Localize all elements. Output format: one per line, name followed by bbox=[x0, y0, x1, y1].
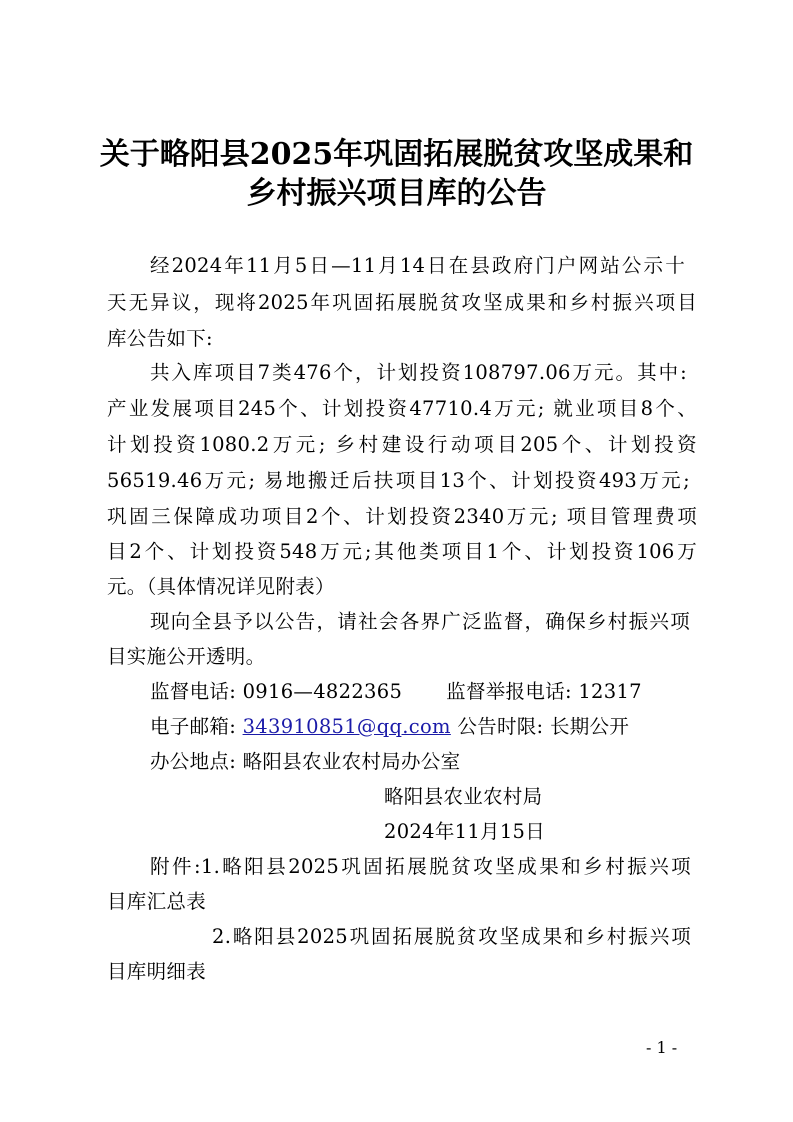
email-label: 电子邮箱: bbox=[150, 715, 237, 738]
email-link[interactable]: 343910851@qq.com bbox=[242, 715, 451, 738]
attachments-label: 附件: bbox=[150, 855, 201, 878]
email-row bbox=[150, 710, 670, 744]
page-number: - 1 - bbox=[646, 1038, 678, 1057]
paragraph-2-line-4: 56519.46万元; 易地搬迁后扶项目13个、计划投资493万元; bbox=[107, 469, 690, 492]
paragraph-2-line-6: 目2个、计划投资548万元;其他类项目1个、计划投资106万 bbox=[107, 540, 697, 563]
paragraph-1-line-1: 经2024年11月5日—11月14日在县政府门户网站公示十 bbox=[150, 254, 685, 277]
paragraph-2-line-7: 元。（具体情况详见附表） bbox=[107, 575, 335, 598]
attachment-1-title: 1.略阳县2025巩固拓展脱贫攻坚成果和乡村振兴项 bbox=[200, 855, 691, 878]
supervision-phone-row bbox=[150, 675, 670, 709]
document-title-line-2: 乡村振兴项目库的公告 bbox=[246, 176, 547, 211]
paragraph-3-line-2: 目实施公开透明。 bbox=[107, 645, 266, 668]
paragraph-2-line-5: 巩固三保障成功项目2个、计划投资2340万元; 项目管理费项 bbox=[107, 505, 697, 528]
attachment-1-line-2: 目库汇总表 bbox=[107, 890, 207, 913]
document-title-line-1: 关于略阳县2025年巩固拓展脱贫攻坚成果和 bbox=[99, 137, 694, 172]
signature-organization: 略阳县农业农村局 bbox=[384, 785, 543, 808]
signature-date: 2024年11月15日 bbox=[384, 820, 546, 843]
report-phone-value: 12317 bbox=[578, 680, 642, 703]
attachment-2-line-1: 2.略阳县2025巩固拓展脱贫攻坚成果和乡村振兴项 bbox=[212, 925, 691, 948]
paragraph-2-line-1: 共入库项目7类476个，计划投资108797.06万元。其中: bbox=[150, 361, 687, 384]
notice-period-value: 长期公开 bbox=[549, 715, 630, 738]
paragraph-1-line-2: 天无异议，现将2025年巩固拓展脱贫攻坚成果和乡村振兴项目 bbox=[107, 291, 697, 314]
paragraph-1-line-3: 库公告如下: bbox=[107, 327, 213, 350]
notice-period-label: 公告时限: bbox=[457, 715, 544, 738]
office-address-value: 略阳县农业农村局办公室 bbox=[242, 750, 461, 773]
attachment-2-line-2: 目库明细表 bbox=[107, 960, 207, 983]
attachment-1-line-1 bbox=[150, 850, 691, 884]
office-address-row bbox=[150, 745, 670, 779]
supervision-phone-value: 0916—4822365 bbox=[242, 680, 403, 703]
paragraph-2-line-3: 计划投资1080.2万元; 乡村建设行动项目205个、计划投资 bbox=[107, 433, 697, 456]
report-phone-label: 监督举报电话: bbox=[446, 680, 572, 703]
supervision-phone-label: 监督电话: bbox=[150, 680, 237, 703]
paragraph-2-line-2: 产业发展项目245个、计划投资47710.4万元; 就业项目8个、 bbox=[107, 397, 697, 420]
office-address-label: 办公地点: bbox=[150, 750, 237, 773]
paragraph-3-line-1: 现向全县予以公告，请社会各界广泛监督，确保乡村振兴项 bbox=[150, 610, 690, 633]
